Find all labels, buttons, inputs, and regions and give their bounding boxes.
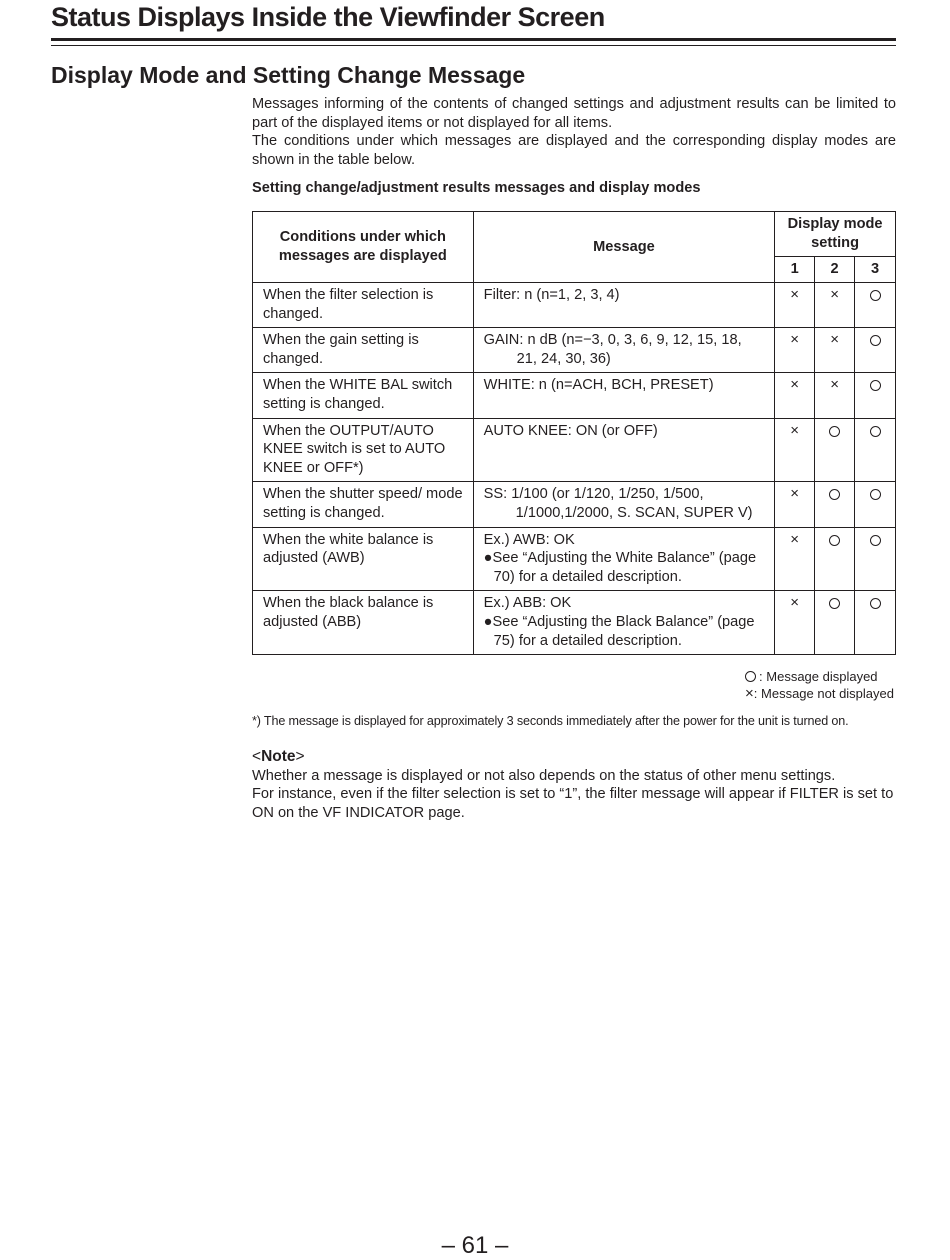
mode-2-cell — [815, 373, 855, 418]
header-mode-3: 3 — [855, 257, 896, 283]
mode-3-cell — [855, 591, 896, 655]
cross-icon: × — [790, 594, 800, 612]
message-line: SS: 1/100 (or 1/120, 1/250, 1/500, — [483, 486, 704, 503]
cross-icon: × — [790, 286, 800, 303]
condition-cell: When the filter selection is changed. — [253, 283, 474, 328]
page-header-title: Status Displays Inside the Viewfinder Screen — [51, 2, 605, 32]
mode-3-cell — [855, 283, 896, 328]
mode-1-cell — [775, 283, 815, 328]
header-mode-1: 1 — [775, 257, 815, 283]
condition-cell: When the shutter speed/ mode setting is changed. — [253, 482, 474, 527]
cross-icon: × — [790, 485, 800, 503]
message-line: 1/1000,1/2000, S. SCAN, SUPER V) — [515, 504, 753, 521]
table-caption: Setting change/adjustment results messages and display modes — [252, 180, 701, 197]
mode-3-cell — [855, 328, 896, 373]
message-cell — [473, 328, 775, 373]
message-line: GAIN: n dB (n=−3, 0, 3, 6, 9, 12, 15, 18, — [483, 332, 742, 349]
message-line: ●See “Adjusting the White Balance” (page 70) for a detailed description. — [483, 550, 757, 585]
mode-2-cell — [815, 482, 855, 527]
condition-cell: When the WHITE BAL switch setting is changed. — [253, 373, 474, 418]
note-block — [252, 748, 896, 822]
note-paragraph-1: Whether a message is displayed or not also depends on the status of other menu settings. — [252, 767, 836, 784]
message-line: AUTO KNEE: ON (or OFF) — [483, 422, 658, 439]
circle-icon — [829, 598, 840, 609]
intro-paragraph-2: The conditions under which messages are displayed and the corresponding display modes are shown in the table below. — [252, 133, 896, 168]
circle-icon — [870, 426, 881, 437]
mode-3-cell — [855, 482, 896, 527]
message-line: Filter: n (n=1, 2, 3, 4) — [483, 287, 620, 303]
mode-1-cell — [775, 527, 815, 591]
mode-2-cell — [815, 591, 855, 655]
cross-icon: × — [745, 685, 754, 702]
condition-cell: When the black balance is adjusted (ABB) — [253, 591, 474, 655]
note-heading: <Note> — [252, 748, 305, 765]
circle-icon — [870, 335, 881, 346]
mode-2-cell — [815, 328, 855, 373]
cross-icon: × — [790, 331, 800, 349]
mode-1-cell — [775, 482, 815, 527]
mode-3-cell — [855, 527, 896, 591]
cross-icon: × — [830, 331, 839, 349]
legend-not-displayed — [745, 685, 894, 702]
footnote: *) The message is displayed for approximately 3 seconds immediately after the power for the unit is turned on. — [252, 714, 849, 728]
message-cell — [473, 283, 775, 328]
message-line: ●See “Adjusting the Black Balance” (page 75) for a detailed description. — [483, 613, 755, 649]
message-line: Ex.) ABB: OK — [483, 595, 572, 612]
header-mode-2: 2 — [815, 257, 855, 283]
header-display-mode: Display mode setting — [775, 212, 896, 257]
intro-paragraph-1: Messages informing of the contents of changed settings and adjustment results can be limited to part of the displayed items or not displayed for all items. — [252, 96, 896, 131]
display-mode-table — [252, 211, 896, 655]
header-rule-thin — [51, 45, 896, 46]
cross-icon: × — [790, 530, 800, 548]
page-number: – 61 – — [441, 1232, 509, 1259]
circle-icon — [870, 380, 881, 391]
mode-1-cell — [775, 373, 815, 418]
circle-icon — [829, 489, 840, 500]
table-row — [253, 328, 896, 373]
mode-1-cell — [775, 591, 815, 655]
message-cell — [473, 527, 775, 591]
condition-cell: When the OUTPUT/AUTO KNEE switch is set to AUTO KNEE or OFF*) — [253, 418, 474, 482]
table-row — [253, 418, 896, 482]
message-cell — [473, 482, 775, 527]
cross-icon: × — [830, 376, 839, 394]
cross-icon: × — [790, 421, 800, 439]
mode-1-cell — [775, 328, 815, 373]
circle-icon — [870, 290, 881, 301]
table-row — [253, 591, 896, 655]
cross-icon: × — [830, 286, 839, 303]
legend-displayed — [745, 668, 894, 685]
note-paragraph-2: For instance, even if the filter selection is set to “1”, the filter message will appear if FILTER is set to ON on the VF INDICATOR page. — [252, 786, 894, 821]
table-row — [253, 373, 896, 418]
mode-2-cell — [815, 418, 855, 482]
message-cell — [473, 418, 775, 482]
header-conditions: Conditions under which messages are displayed — [253, 212, 474, 283]
note-label: Note — [261, 748, 296, 765]
message-cell — [473, 591, 775, 655]
message-cell — [473, 373, 775, 418]
mode-1-cell — [775, 418, 815, 482]
circle-icon — [870, 598, 881, 609]
message-line: Ex.) AWB: OK — [483, 531, 575, 548]
mode-3-cell — [855, 418, 896, 482]
table-row — [253, 283, 896, 328]
legend — [745, 668, 894, 702]
condition-cell: When the gain setting is changed. — [253, 328, 474, 373]
mode-2-cell — [815, 283, 855, 328]
condition-cell: When the white balance is adjusted (AWB) — [253, 527, 474, 591]
legend-displayed-label: : Message displayed — [759, 669, 878, 684]
mode-3-cell — [855, 373, 896, 418]
circle-icon — [870, 535, 881, 546]
header-rule-thick — [51, 38, 896, 41]
circle-icon — [829, 426, 840, 437]
cross-icon: × — [790, 376, 800, 394]
table-row — [253, 527, 896, 591]
circle-icon — [745, 671, 756, 682]
circle-icon — [870, 489, 881, 500]
legend-not-displayed-label: : Message not displayed — [753, 686, 894, 701]
message-line: WHITE: n (n=ACH, BCH, PRESET) — [483, 377, 714, 394]
intro-text — [252, 95, 896, 198]
message-line: 21, 24, 30, 36) — [516, 350, 611, 367]
mode-2-cell — [815, 527, 855, 591]
section-title: Display Mode and Setting Change Message — [51, 62, 526, 88]
table-row — [253, 482, 896, 527]
header-message: Message — [473, 212, 775, 283]
circle-icon — [829, 535, 840, 546]
